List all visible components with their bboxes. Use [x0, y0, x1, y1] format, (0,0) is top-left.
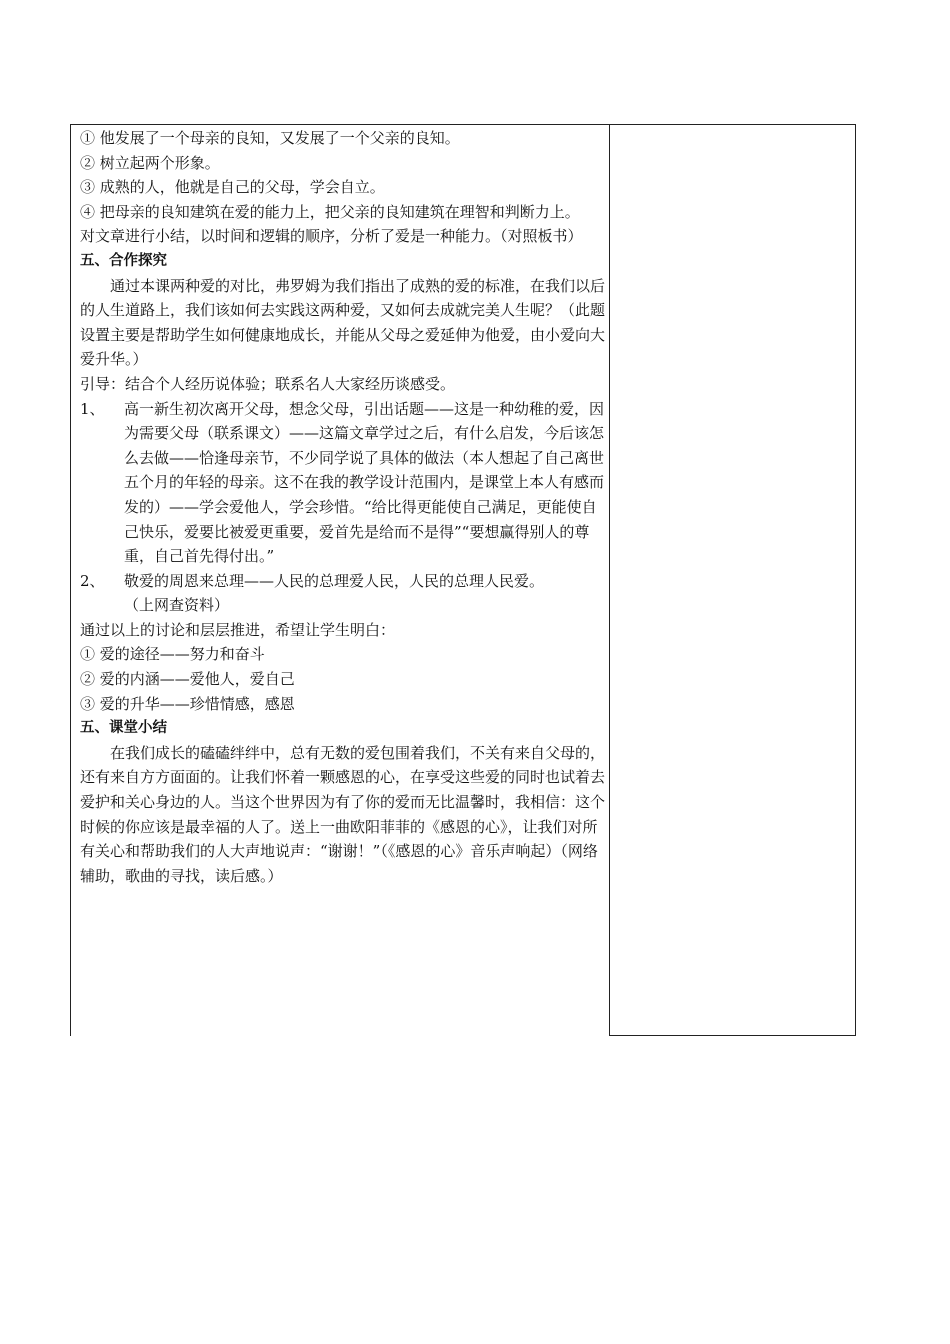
list-text: 高一新生初次离开父母，想念父母，引出话题——这是一种幼稚的爱，因为需要父母（联系课文）——这篇文章学过之后，有什么启发，今后该怎么去做——恰逢母亲节，不少同学说了具体的做法（本人想起了自己离世五个月的年轻的母亲。这不在我的教学设计范围内，是课堂上本人有感而发的）——学会爱他人，学会珍惜。“给比得更能使自己满足，更能使自己快乐，爱要比被爱更重要，爱首先是给而不是得”“要想赢得别人的尊重，自己首先得付出。” — [124, 399, 605, 566]
section-summary: 对文章进行小结，以时间和逻辑的顺序，分析了爱是一种能力。（对照板书） — [80, 227, 583, 246]
list-item-2-note: （上网查资料） — [124, 596, 230, 615]
summary-point-2: ② 爱的内涵——爱他人，爱自己 — [80, 670, 295, 689]
heading-cooperative-inquiry: 五、合作探究 — [80, 252, 167, 269]
lesson-content — [80, 126, 605, 888]
list-number: 1、 — [80, 399, 105, 418]
heading-class-summary: 五、课堂小结 — [80, 720, 167, 737]
summary-intro: 通过以上的讨论和层层推进，希望让学生明白： — [80, 620, 396, 639]
notes-cell — [609, 124, 856, 1036]
summary-point-1: ① 爱的途径——努力和奋斗 — [80, 645, 265, 664]
point-1: ① 他发展了一个母亲的良知，又发展了一个父亲的良知。 — [80, 129, 460, 147]
point-2: ② 树立起两个形象。 — [80, 153, 220, 172]
list-text: 敬爱的周恩来总理——人民的总理爱人民，人民的总理人民爱。 — [124, 571, 545, 590]
closing-paragraph: 在我们成长的磕磕绊绊中，总有无数的爱包围着我们，不关有来自父母的，还有来自方方面面的。让我们怀着一颗感恩的心，在享受这些爱的同时也试着去爱护和关心身边的人。当这个世界因为有了你的爱而无比温馨时，我相信：这个时候的你应该是最幸福的人了。送上一曲欧阳菲菲的《感恩的心》，让我们对所有关心和帮助我们的人大声地说声：“谢谢！”（《感恩的心》音乐声响起）（网络辅助，歌曲的寻找，读后感。） — [80, 743, 606, 885]
summary-point-3: ③ 爱的升华——珍惜情感，感恩 — [80, 694, 295, 713]
point-4: ④ 把母亲的良知建筑在爱的能力上，把父亲的良知建筑在理智和判断力上。 — [80, 202, 580, 221]
list-item-1 — [80, 397, 605, 569]
guide-line: 引导：结合个人经历说体验；联系名人大家经历谈感受。 — [80, 374, 456, 393]
inquiry-paragraph: 通过本课两种爱的对比，弗罗姆为我们指出了成熟的爱的标准，在我们以后的人生道路上，我们该如何去实践这两种爱，又如何去成就完美人生呢？（此题设置主要是帮助学生如何健康地成长，并能从父母之爱延伸为他爱，由小爱向大爱升华。） — [80, 276, 606, 369]
list-number: 2、 — [80, 571, 105, 590]
list-item-2 — [80, 569, 605, 594]
point-3: ③ 成熟的人，他就是自己的父母，学会自立。 — [80, 178, 385, 197]
